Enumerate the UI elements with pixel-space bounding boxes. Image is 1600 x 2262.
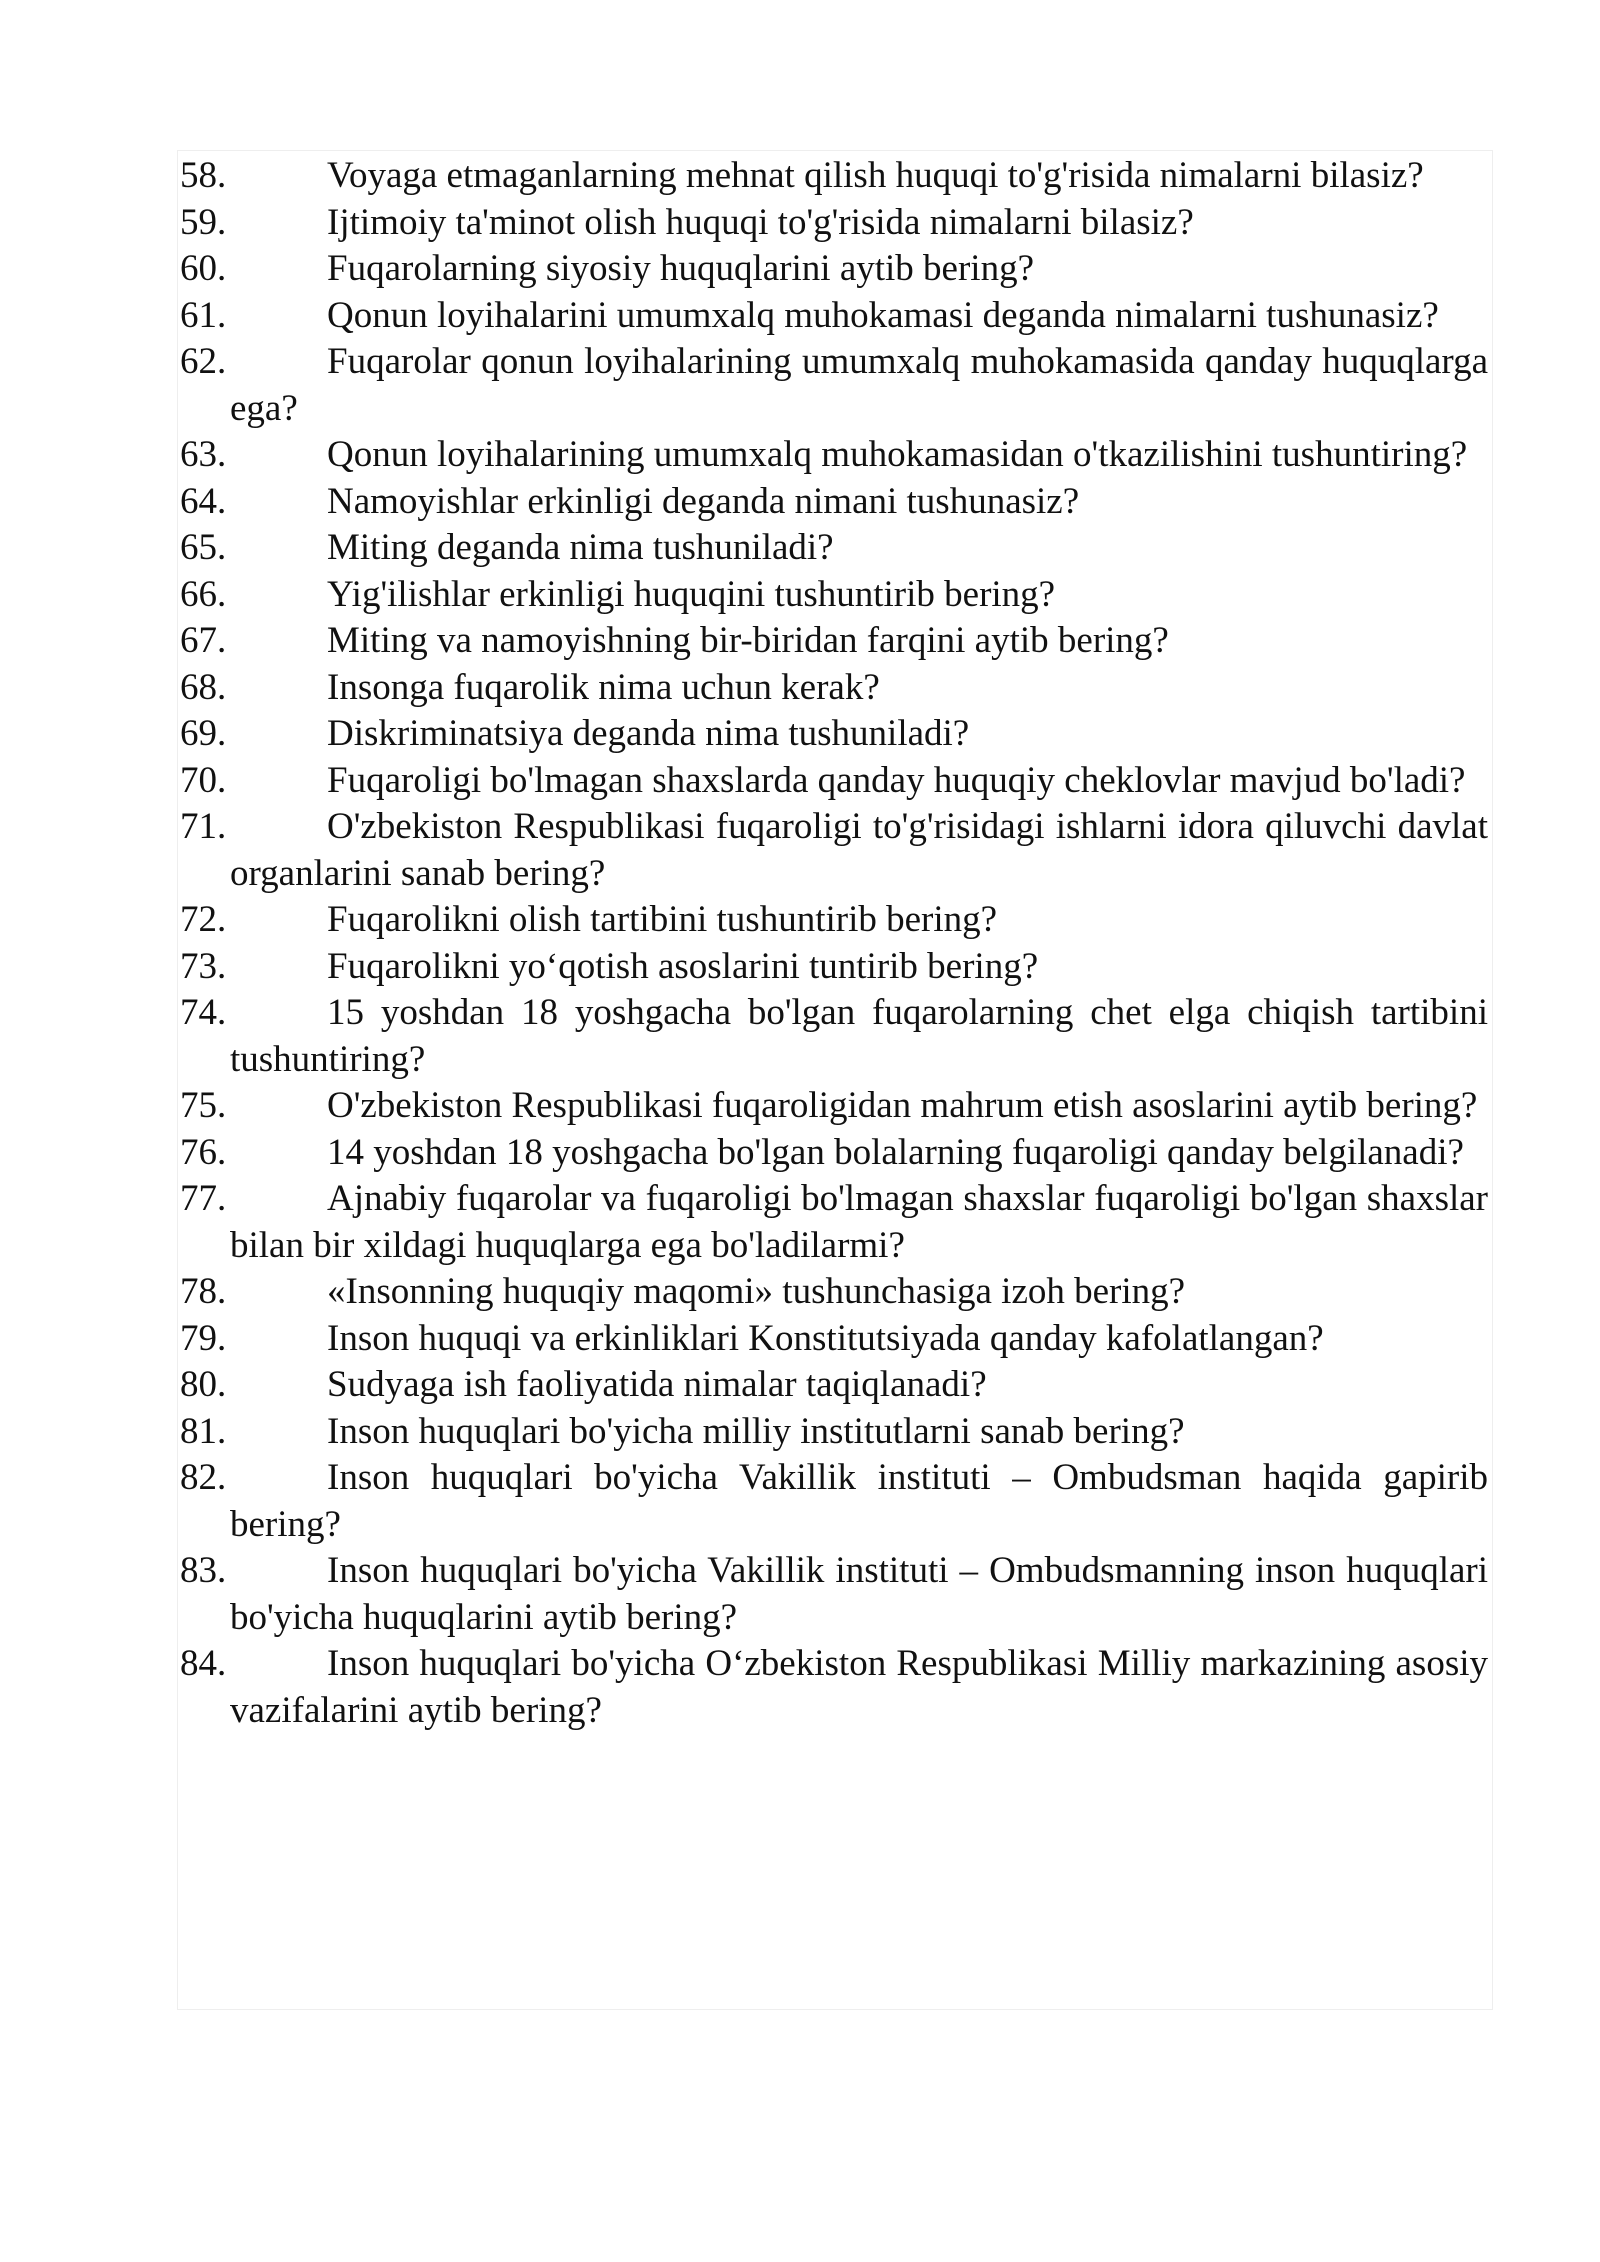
question-text: Inson huquqi va erkinliklari Konstitutsiyada qanday kafolatlangan? bbox=[327, 1317, 1324, 1359]
question-number: 58. bbox=[180, 155, 227, 196]
question-item bbox=[180, 711, 1488, 758]
question-number: 64. bbox=[180, 480, 227, 522]
question-text: Inson huquqlari bo'yicha Vakillik instituti – Ombudsman haqida gapirib bering? bbox=[230, 1457, 1488, 1545]
question-text: Miting va namoyishning bir-biridan farqini aytib bering? bbox=[327, 620, 1169, 661]
question-text: 14 yoshdan 18 yoshgacha bo'lgan bolalarning fuqaroligi qanday belgilanadi? bbox=[327, 1131, 1464, 1173]
question-number: 82. bbox=[180, 1457, 227, 1498]
question-number: 62. bbox=[180, 341, 227, 382]
question-number: 70. bbox=[180, 759, 227, 801]
question-item bbox=[180, 1641, 1488, 1734]
question-number: 65. bbox=[180, 527, 227, 568]
question-item bbox=[180, 944, 1488, 991]
question-item bbox=[180, 897, 1488, 944]
question-number: 78. bbox=[180, 1271, 227, 1312]
question-number: 81. bbox=[180, 1410, 227, 1452]
question-number: 67. bbox=[180, 620, 227, 661]
question-number: 73. bbox=[180, 945, 227, 987]
question-text: Inson huquqlari bo'yicha milliy institutlarni sanab bering? bbox=[327, 1410, 1185, 1452]
question-item bbox=[180, 479, 1488, 526]
question-text: Diskriminatsiya deganda nima tushuniladi? bbox=[327, 713, 970, 754]
question-item bbox=[180, 1130, 1488, 1177]
question-number: 71. bbox=[180, 806, 227, 847]
question-number: 79. bbox=[180, 1317, 227, 1359]
question-number: 76. bbox=[180, 1131, 227, 1173]
question-text: Voyaga etmaganlarning mehnat qilish huquqi to'g'risida nimalarni bilasiz? bbox=[327, 155, 1424, 196]
question-item bbox=[180, 758, 1488, 805]
question-number: 77. bbox=[180, 1178, 227, 1219]
question-text: Insonga fuqarolik nima uchun kerak? bbox=[327, 666, 880, 708]
question-text: Fuqarolikni olish tartibini tushuntirib bering? bbox=[327, 899, 998, 940]
question-number: 61. bbox=[180, 294, 227, 336]
question-item bbox=[180, 1409, 1488, 1456]
question-number: 75. bbox=[180, 1085, 227, 1126]
question-text: Ajnabiy fuqarolar va fuqaroligi bo'lmagan shaxslar fuqaroligi bo'lgan shaxslar bilan bir xildagi huquqlarga ega bo'ladilarmi? bbox=[230, 1178, 1488, 1266]
question-text: Fuqarolar qonun loyihalarining umumxalq muhokamasida qanday huquqlarga ega? bbox=[230, 341, 1488, 429]
question-text: 15 yoshdan 18 yoshgacha bo'lgan fuqarolarning chet elga chiqish tartibini tushuntiring? bbox=[230, 992, 1488, 1080]
question-item bbox=[180, 525, 1488, 572]
question-item bbox=[180, 572, 1488, 619]
question-number: 66. bbox=[180, 573, 227, 615]
question-text: O'zbekiston Respublikasi fuqaroligidan mahrum etish asoslarini aytib bering? bbox=[327, 1085, 1478, 1126]
question-text: Namoyishlar erkinligi deganda nimani tushunasiz? bbox=[327, 480, 1080, 522]
question-number: 59. bbox=[180, 201, 227, 243]
question-text: Qonun loyihalarini umumxalq muhokamasi deganda nimalarni tushunasiz? bbox=[327, 294, 1439, 336]
question-item bbox=[180, 339, 1488, 432]
question-item bbox=[180, 1083, 1488, 1130]
question-text: Fuqarolikni yo‘qotish asoslarini tuntirib bering? bbox=[327, 945, 1039, 987]
question-item bbox=[180, 1176, 1488, 1269]
question-list bbox=[180, 153, 1488, 1734]
question-item bbox=[180, 432, 1488, 479]
question-text: Inson huquqlari bo'yicha Vakillik instituti – Ombudsmanning inson huquqlari bo'yicha huquqlarini aytib bering? bbox=[230, 1550, 1488, 1638]
question-item bbox=[180, 1548, 1488, 1641]
question-item bbox=[180, 804, 1488, 897]
question-item bbox=[180, 1362, 1488, 1409]
question-text: O'zbekiston Respublikasi fuqaroligi to'g'risidagi ishlarni idora qiluvchi davlat organlarini sanab bering? bbox=[230, 806, 1488, 894]
question-number: 83. bbox=[180, 1550, 227, 1591]
question-number: 74. bbox=[180, 992, 227, 1033]
question-item bbox=[180, 200, 1488, 247]
question-text: Ijtimoiy ta'minot olish huquqi to'g'risida nimalarni bilasiz? bbox=[327, 201, 1194, 243]
question-item bbox=[180, 1316, 1488, 1363]
question-text: Inson huquqlari bo'yicha O‘zbekiston Respublikasi Milliy markazining asosiy vazifalarini aytib bering? bbox=[230, 1643, 1488, 1731]
question-text: «Insonning huquqiy maqomi» tushunchasiga izoh bering? bbox=[327, 1271, 1186, 1312]
question-text: Miting deganda nima tushuniladi? bbox=[327, 527, 834, 568]
question-text: Qonun loyihalarining umumxalq muhokamasidan o'tkazilishini tushuntiring? bbox=[327, 434, 1468, 475]
question-item bbox=[180, 153, 1488, 200]
question-number: 84. bbox=[180, 1643, 227, 1684]
question-number: 80. bbox=[180, 1364, 227, 1405]
question-item bbox=[180, 1455, 1488, 1548]
question-item bbox=[180, 665, 1488, 712]
question-number: 68. bbox=[180, 666, 227, 708]
question-item bbox=[180, 246, 1488, 293]
question-text: Sudyaga ish faoliyatida nimalar taqiqlanadi? bbox=[327, 1364, 987, 1405]
question-number: 60. bbox=[180, 248, 227, 289]
question-item bbox=[180, 618, 1488, 665]
question-number: 72. bbox=[180, 899, 227, 940]
question-item bbox=[180, 990, 1488, 1083]
question-item bbox=[180, 1269, 1488, 1316]
question-text: Fuqarolarning siyosiy huquqlarini aytib bering? bbox=[327, 248, 1034, 289]
question-text: Fuqaroligi bo'lmagan shaxslarda qanday huquqiy cheklovlar mavjud bo'ladi? bbox=[327, 759, 1466, 801]
question-item bbox=[180, 293, 1488, 340]
question-number: 69. bbox=[180, 713, 227, 754]
question-number: 63. bbox=[180, 434, 227, 475]
question-text: Yig'ilishlar erkinligi huquqini tushuntirib bering? bbox=[327, 573, 1056, 615]
